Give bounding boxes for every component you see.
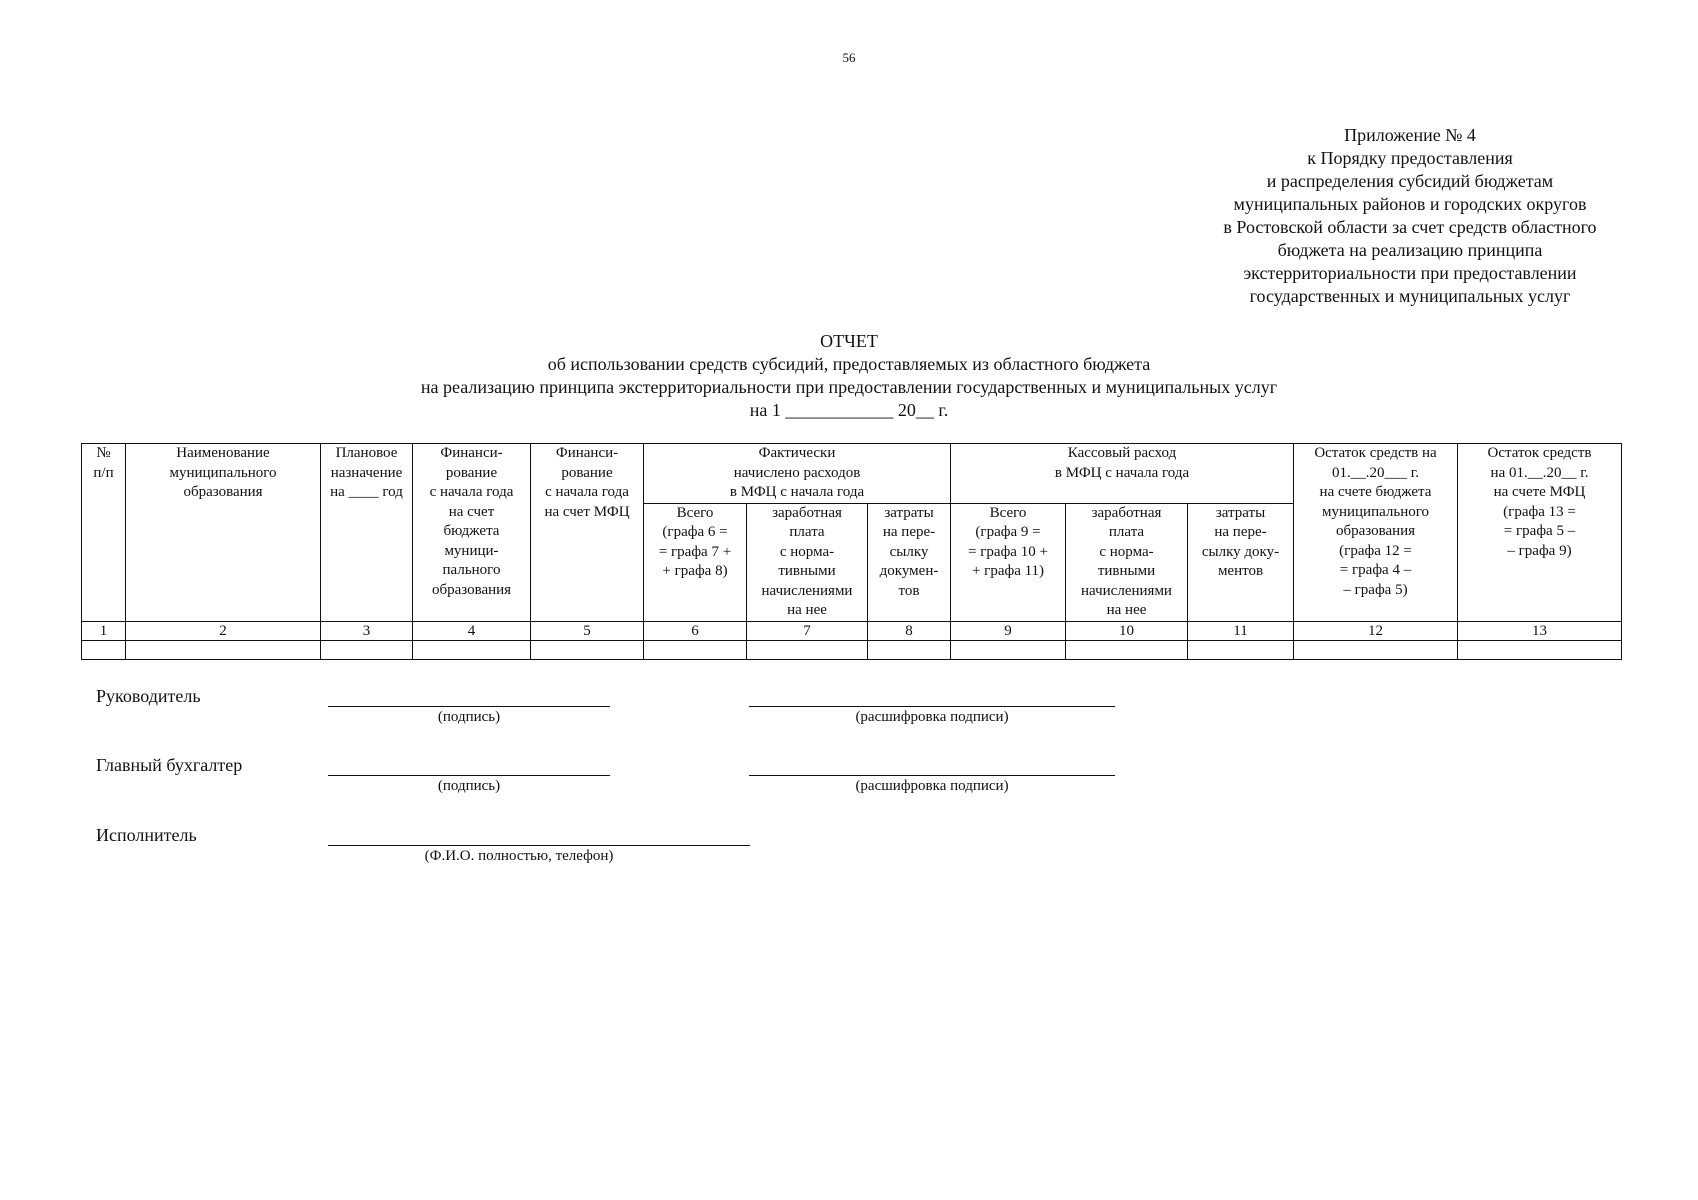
table-cell[interactable] — [1294, 640, 1458, 659]
header-cell-balance-mfc: Остаток средств на 01.__.20__ г. на счете МФЦ (графа 13 = = графа 5 – – графа 9) — [1458, 444, 1622, 622]
column-number: 6 — [644, 621, 747, 640]
table-cell[interactable] — [868, 640, 951, 659]
column-number: 5 — [531, 621, 644, 640]
head-label: Руководитель — [96, 686, 201, 706]
executor-line[interactable] — [328, 827, 750, 846]
table-cell[interactable] — [531, 640, 644, 659]
column-number: 12 — [1294, 621, 1458, 640]
chief-accountant-signature-caption: (подпись) — [437, 778, 501, 794]
table-row — [82, 640, 1622, 659]
appendix-line: и распределения субсидий бюджетам — [1266, 171, 1554, 191]
appendix-line: государственных и муниципальных услуг — [1249, 286, 1571, 306]
table-cell[interactable] — [321, 640, 413, 659]
appendix-line: в Ростовской области за счет средств областного — [1223, 217, 1597, 237]
page-number: 56 — [842, 50, 856, 65]
header-cell-cash-total: Всего (графа 9 = = графа 10 + + графа 11) — [951, 503, 1066, 621]
header-cell-number: № п/п — [82, 444, 126, 622]
column-number: 3 — [321, 621, 413, 640]
header-cell-actual-postage: затраты на пере- сылку докумен- тов — [868, 503, 951, 621]
header-cell-balance-budget: Остаток средств на 01.__.20___ г. на счете бюджета муниципального образования (графа 12 = = графа 4 – – графа 5) — [1294, 444, 1458, 622]
table-cell[interactable] — [126, 640, 321, 659]
appendix-line: экстерриториальности при предоставлении — [1243, 263, 1577, 283]
header-cell-funding-budget: Финанси- рование с начала года на счет бюджета муници- пального образования — [413, 444, 531, 622]
column-number: 11 — [1188, 621, 1294, 640]
appendix-header — [1180, 124, 1640, 308]
table-column-numbers-row — [82, 621, 1622, 640]
chief-accountant-decoding-caption: (расшифровка подписи) — [855, 778, 1009, 794]
chief-accountant-signature-line[interactable] — [328, 757, 610, 776]
appendix-line: бюджета на реализацию принципа — [1277, 240, 1543, 260]
executor-caption: (Ф.И.О. полностью, телефон) — [424, 848, 614, 864]
header-cell-planned: Плановое назначение на ____ год — [321, 444, 413, 622]
column-number: 4 — [413, 621, 531, 640]
column-number: 9 — [951, 621, 1066, 640]
column-number: 2 — [126, 621, 321, 640]
appendix-line: муниципальных районов и городских округов — [1233, 194, 1587, 214]
appendix-line: к Порядку предоставления — [1307, 148, 1513, 168]
column-number: 7 — [747, 621, 868, 640]
executor-label: Исполнитель — [96, 825, 197, 845]
table-cell[interactable] — [951, 640, 1066, 659]
header-cell-actual-total: Всего (графа 6 = = графа 7 + + графа 8) — [644, 503, 747, 621]
report-date-line: на 1 ____________ 20__ г. — [749, 400, 949, 420]
table-header-row — [82, 444, 1622, 504]
table-cell[interactable] — [82, 640, 126, 659]
report-subtitle-1: об использовании средств субсидий, предоставляемых из областного бюджета — [547, 354, 1151, 374]
table-cell[interactable] — [1188, 640, 1294, 659]
head-signature-caption: (подпись) — [437, 709, 501, 725]
report-title: ОТЧЕТ — [820, 331, 878, 351]
table-cell[interactable] — [747, 640, 868, 659]
table-cell[interactable] — [1458, 640, 1622, 659]
appendix-line: Приложение № 4 — [1344, 125, 1476, 145]
header-cell-funding-mfc: Финанси- рование с начала года на счет МФЦ — [531, 444, 644, 622]
report-title-block — [0, 330, 1698, 422]
column-number: 13 — [1458, 621, 1622, 640]
chief-accountant-decoding-line[interactable] — [749, 757, 1115, 776]
header-cell-cash-salary: заработная плата с норма- тивными начислениями на нее — [1066, 503, 1188, 621]
table-cell[interactable] — [644, 640, 747, 659]
head-signature-line[interactable] — [328, 688, 610, 707]
table-cell[interactable] — [413, 640, 531, 659]
head-decoding-caption: (расшифровка подписи) — [855, 709, 1009, 725]
column-number: 10 — [1066, 621, 1188, 640]
head-decoding-line[interactable] — [749, 688, 1115, 707]
column-number: 1 — [82, 621, 126, 640]
header-cell-municipality: Наименование муниципального образования — [126, 444, 321, 622]
table-cell[interactable] — [1066, 640, 1188, 659]
header-cell-cash-postage: затраты на пере- сылку доку- ментов — [1188, 503, 1294, 621]
header-group-cash: Кассовый расход в МФЦ с начала года — [951, 444, 1294, 504]
report-table — [81, 443, 1622, 660]
report-subtitle-2: на реализацию принципа экстерриториальности при предоставлении государственных и муниципальных услуг — [420, 377, 1278, 397]
chief-accountant-label: Главный бухгалтер — [96, 755, 243, 775]
header-cell-actual-salary: заработная плата с норма- тивными начислениями на нее — [747, 503, 868, 621]
header-group-actual: Фактически начислено расходов в МФЦ с начала года — [644, 444, 951, 504]
column-number: 8 — [868, 621, 951, 640]
